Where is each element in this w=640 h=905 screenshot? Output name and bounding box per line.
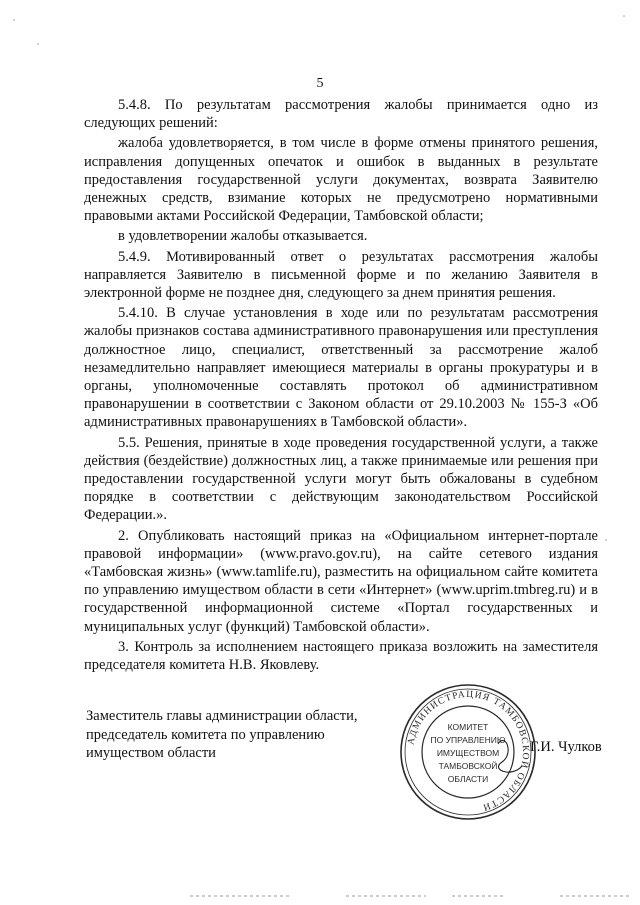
paragraph-5-5: 5.5. Решения, принятые в ходе проведения государственной услуги, а также действия (бездействие) должностных лиц, а также принимаемые или решения при предоставлении государственной услуги могут быть обжалованы в судебном порядке в соответствии с действующим законодательством Российской Федерации.». — [84, 434, 598, 524]
seal-center-line-2: ПО УПРАВЛЕНИЮ — [430, 735, 506, 745]
paragraph-control: 3. Контроль за исполнением настоящего приказа возложить на заместителя председателя комитета Н.В. Яковлеву. — [84, 638, 598, 674]
paragraph-5-4-9: 5.4.9. Мотивированный ответ о результатах рассмотрения жалобы направляется Заявителю в письменной форме и по желанию Заявителя в электронной форме не позднее дня, следующего за днем принятия решения. — [84, 248, 598, 302]
seal-center-line-3: ИМУЩЕСТВОМ — [436, 748, 500, 758]
seal-ring-text: АДМИНИСТРАЦИЯ ТАМБОВСКОЙ ОБЛАСТИ — [406, 689, 531, 813]
document-body — [84, 96, 598, 676]
paragraph-5-4-10: 5.4.10. В случае установления в ходе или по результатам рассмотрения жалобы признаков состава административного правонарушения или преступления должностное лицо, специалист, ответственный за рассмотрение жалоб незамедлительно направляет имеющиеся материалы в органы прокуратуры и в органы, уполномоченные составлять протокол об административном правонарушении в соответствии с Законом области от 29.10.2003 № 155-З «Об административных правонарушениях в Тамбовской области». — [84, 305, 598, 431]
paragraph-complaint-satisfied: жалоба удовлетворяется, в том числе в форме отмены принятого решения, исправления допущенных опечаток и ошибок в выданных в результате предоставления государственной услуги документах, возврата Заявителю денежных средств, взимание которых не предусмотрено нормативными правовыми актами Российской Федерации, Тамбовской области; — [84, 135, 598, 225]
paragraph-publish-order: 2. Опубликовать настоящий приказ на «Официальном интернет-портале правовой информации» (www.pravo.gov.ru), на сайте сетевого издания «Тамбовская жизнь» (www.tamlife.ru), разместить на официальном сайте комитета по управлению имуществом области в сети «Интернет» (www.uprim.tmbreg.ru) и в государственной информационной системе «Портал государственных и муниципальных услуг (функций) Тамбовской области». — [84, 527, 598, 635]
seal-center-line-4: ТАМБОВСКОЙ — [438, 761, 498, 771]
seal-center-line-1: КОМИТЕТ — [447, 722, 489, 732]
signer-name: Г.И. Чулков — [530, 739, 602, 755]
signer-title-line-3: имуществом области — [86, 745, 216, 761]
signer-title-line-1: Заместитель главы администрации области, — [86, 708, 358, 724]
signature-block — [86, 707, 386, 763]
paragraph-complaint-rejected: в удовлетворении жалобы отказывается. — [118, 228, 368, 245]
seal-center-line-5: ОБЛАСТИ — [447, 774, 489, 784]
page-number: 5 — [316, 76, 324, 91]
signer-title-line-2: председатель комитета по управлению — [86, 726, 325, 743]
paragraph-5-4-8: 5.4.8. По результатам рассмотрения жалобы принимается одно из следующих решений: — [84, 97, 598, 132]
official-seal — [398, 682, 538, 822]
